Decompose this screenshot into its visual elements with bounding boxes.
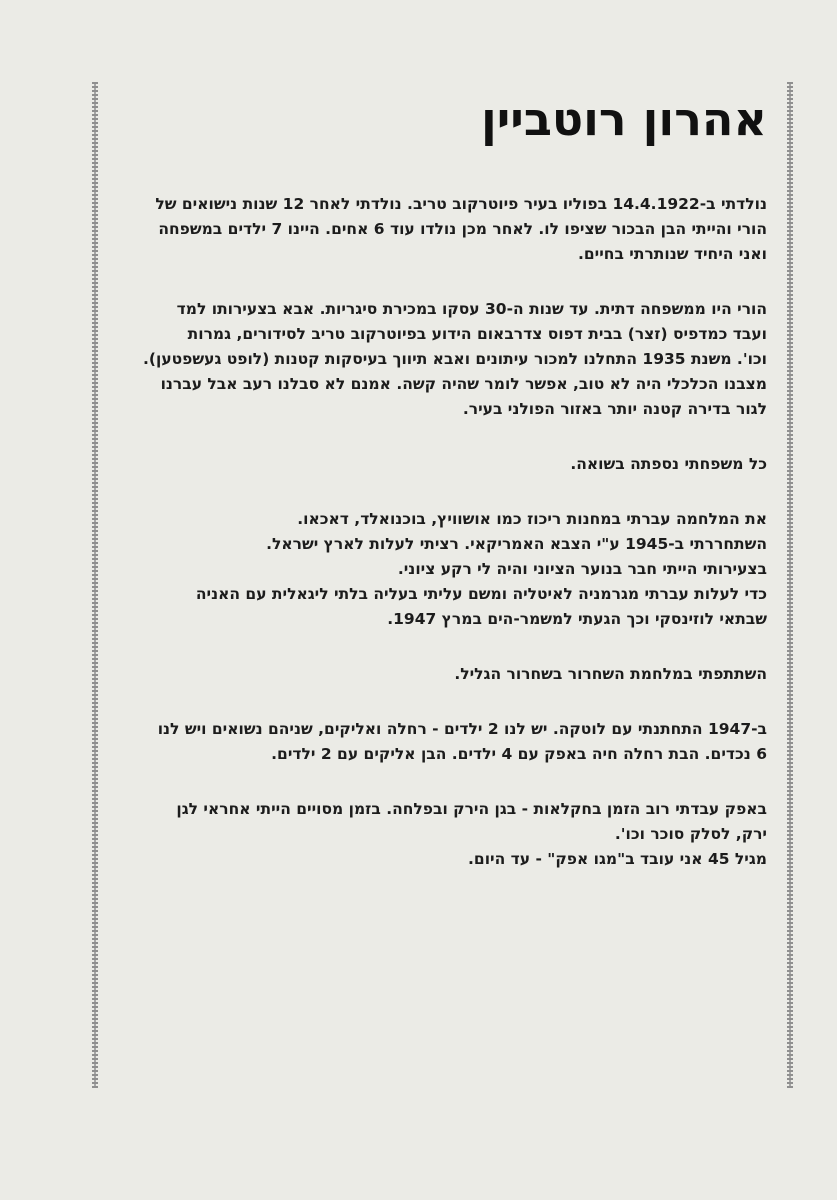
text-line: בצעירותי הייתי חבר בנוער הציוני והיה לי רקע ציוני.	[397, 560, 767, 578]
document-content	[112, 84, 767, 902]
paragraph-war	[112, 507, 767, 632]
text-line: לגור בדירה קטנה יותר באזור הפולני בעיר.	[462, 400, 767, 418]
text-line: השתחררתי ב-1945 ע"י הצבא האמריקאי. רציתי לעלות לארץ ישראל.	[266, 535, 767, 553]
text-line: כדי לעלות עברתי מגרמניה לאיטליה ומשם עליתי בעליה בלתי ליגאלית עם האניה	[195, 585, 767, 603]
text-line: מצבנו הכלכלי היה לא טוב, אפשר לומר שהיה קשה. אמנם לא סבלנו רעב אבל עברנו	[160, 375, 767, 393]
text-line: נולדתי ב-14.4.1922 בפוליו בעיר פיוטרקוב טריב. נולדתי לאחר 12 שנות נישואים של	[155, 195, 767, 213]
text-line: את המלחמה עברתי במחנות ריכוז כמו אושוויץ, בוכנואלד, דאכאו.	[297, 510, 767, 528]
text-line: ואני היחיד שנותרתי בחיים.	[578, 245, 767, 263]
text-line: וכו'. משנת 1935 התחלנו למכור עיתונים ואבא תיווך בעיסקות קטנות (לופט געשפטען).	[143, 350, 767, 368]
text-line: כל משפחתי נספתה בשואה.	[570, 455, 767, 473]
paragraph-holocaust	[112, 452, 767, 477]
text-line: הורי היו ממשפחה דתית. עד שנות ה-30 עסקו במכירת סיגריות. אבא בצעירותו למד	[176, 300, 767, 318]
paragraph-birth	[112, 192, 767, 267]
text-line: שבתאי לוזינסקי וכך הגעתי למשמר-הים במרץ 1947.	[387, 610, 767, 628]
paragraph-work	[112, 797, 767, 872]
text-line: ב-1947 התחתנתי עם לוטקה. יש לנו 2 ילדים - רחלה ואליקים, שניהם נשואים ויש לנו	[157, 720, 767, 738]
paragraph-independence-war	[112, 662, 767, 687]
text-line: השתתפתי במלחמת השחרור בשחרור הגליל.	[454, 665, 767, 683]
text-line: 6 נכדים. הבת רחלה חיה באפק עם 4 ילדים. הבן אליקים עם 2 ילדים.	[271, 745, 767, 763]
paragraph-family	[112, 717, 767, 767]
text-line: ירק, לסלק סוכר וכו'.	[614, 825, 767, 843]
document-title: אהרון רוטביין	[480, 92, 767, 146]
paragraph-parents	[112, 297, 767, 422]
text-line: מגיל 45 אני עובד ב"מגו אפק" - עד היום.	[468, 850, 767, 868]
text-line: הורי והייתי הבן הבכור שציפו לו. לאחר מכן נולדו עוד 6 אחים. היינו 7 ילדים במשפחה	[158, 220, 767, 238]
text-line: ועבד כמדפיס (זצר) בבית דפוס צדרבאום הידוע בפיוטרקוב טריב לסידורים, גמרות	[187, 325, 767, 343]
decorative-border-right	[787, 82, 793, 1088]
decorative-border-left	[92, 82, 98, 1088]
text-line: באפק עבדתי רוב הזמן בחקלאות - בגן הירק ובפלחה. בזמן מסויים הייתי אחראי לגן	[176, 800, 767, 818]
